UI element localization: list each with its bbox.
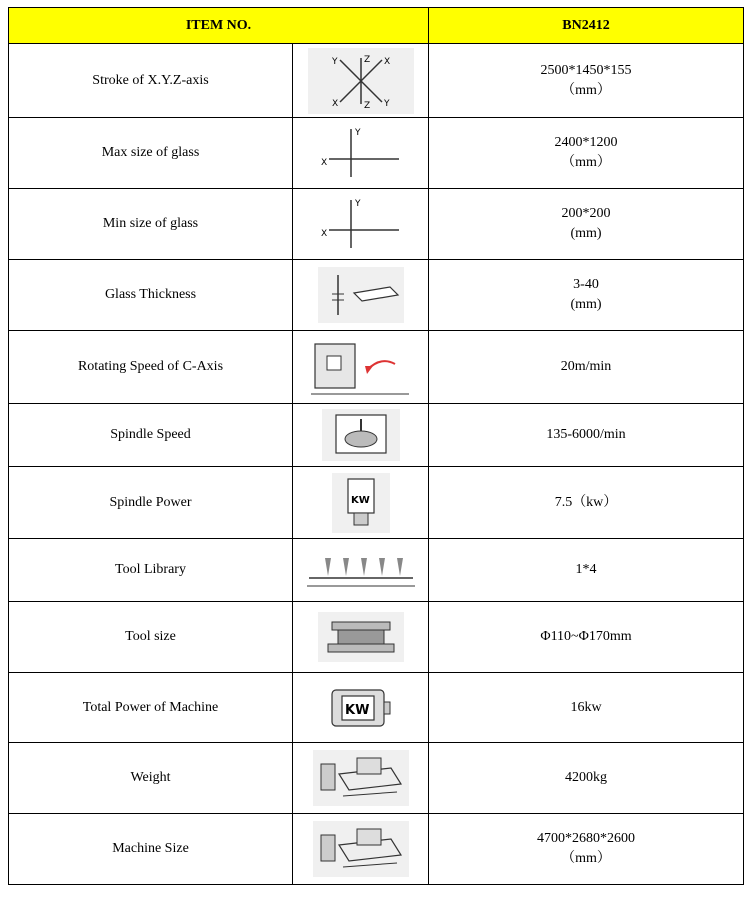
header-row — [9, 8, 744, 44]
svg-text:Y: Y — [354, 199, 360, 209]
spec-row — [9, 602, 744, 673]
xy-axes-icon — [313, 194, 409, 254]
svg-text:X: X — [331, 98, 338, 109]
spec-table — [8, 7, 744, 885]
svg-text:Y: Y — [331, 56, 337, 67]
spec-row — [9, 260, 744, 331]
spec-value: 4700*2680*2600 （mm） — [429, 814, 744, 885]
spec-label: Total Power of Machine — [9, 673, 293, 743]
spec-row — [9, 814, 744, 885]
spec-row — [9, 673, 744, 743]
spec-icon-cell — [293, 602, 429, 673]
spec-value: 200*200 (mm) — [429, 189, 744, 260]
spec-label: Weight — [9, 743, 293, 814]
spec-value: 2400*1200 （mm） — [429, 118, 744, 189]
spec-row — [9, 404, 744, 467]
spec-label: Min size of glass — [9, 189, 293, 260]
machine-weight-icon — [313, 750, 409, 806]
tool-library-icon — [305, 550, 417, 590]
svg-text:X: X — [320, 158, 327, 168]
spindle-power-icon — [332, 473, 390, 533]
spec-value: 20m/min — [429, 331, 744, 404]
spec-icon-cell — [293, 404, 429, 467]
motor-kw-icon — [328, 684, 394, 732]
spec-label: Glass Thickness — [9, 260, 293, 331]
spec-value: 7.5（kw） — [429, 467, 744, 539]
spindle-speed-icon — [322, 409, 400, 461]
spec-value: 135-6000/min — [429, 404, 744, 467]
svg-text:Z: Z — [363, 54, 370, 65]
svg-text:Y: Y — [354, 128, 360, 138]
spec-icon-cell — [293, 44, 429, 118]
svg-text:KW: KW — [350, 494, 370, 506]
spec-icon-cell — [293, 743, 429, 814]
spec-label: Stroke of X.Y.Z-axis — [9, 44, 293, 118]
spec-value: 4200kg — [429, 743, 744, 814]
xyz-axes-icon — [308, 48, 414, 114]
machine-size-icon — [313, 821, 409, 877]
spec-icon-cell — [293, 539, 429, 602]
spec-label: Spindle Speed — [9, 404, 293, 467]
spec-row — [9, 189, 744, 260]
svg-text:Y: Y — [383, 98, 389, 109]
spec-icon-cell — [293, 331, 429, 404]
spec-label: Max size of glass — [9, 118, 293, 189]
spec-icon-cell — [293, 260, 429, 331]
svg-text:Z: Z — [363, 100, 370, 111]
spec-value: Φ110~Φ170mm — [429, 602, 744, 673]
svg-text:X: X — [383, 56, 390, 67]
svg-text:X: X — [320, 229, 327, 239]
spec-row — [9, 467, 744, 539]
spec-value: 1*4 — [429, 539, 744, 602]
item-no-header: ITEM NO. — [9, 8, 429, 44]
tool-size-icon — [318, 612, 404, 662]
spec-value: 2500*1450*155 （mm） — [429, 44, 744, 118]
spec-row — [9, 539, 744, 602]
spec-row — [9, 118, 744, 189]
spec-label: Tool Library — [9, 539, 293, 602]
svg-text:KW: KW — [344, 702, 369, 718]
spec-label: Spindle Power — [9, 467, 293, 539]
spec-label: Tool size — [9, 602, 293, 673]
spec-icon-cell — [293, 814, 429, 885]
glass-thickness-icon — [318, 267, 404, 323]
spec-icon-cell — [293, 118, 429, 189]
spec-label: Rotating Speed of C-Axis — [9, 331, 293, 404]
spec-icon-cell — [293, 673, 429, 743]
c-axis-rotation-icon — [309, 336, 413, 398]
spec-row — [9, 743, 744, 814]
spec-icon-cell — [293, 467, 429, 539]
spec-row — [9, 331, 744, 404]
spec-value: 16kw — [429, 673, 744, 743]
xy-axes-icon — [313, 123, 409, 183]
spec-value: 3-40 (mm) — [429, 260, 744, 331]
spec-row — [9, 44, 744, 118]
spec-label: Machine Size — [9, 814, 293, 885]
model-header: BN2412 — [429, 8, 744, 44]
spec-icon-cell — [293, 189, 429, 260]
